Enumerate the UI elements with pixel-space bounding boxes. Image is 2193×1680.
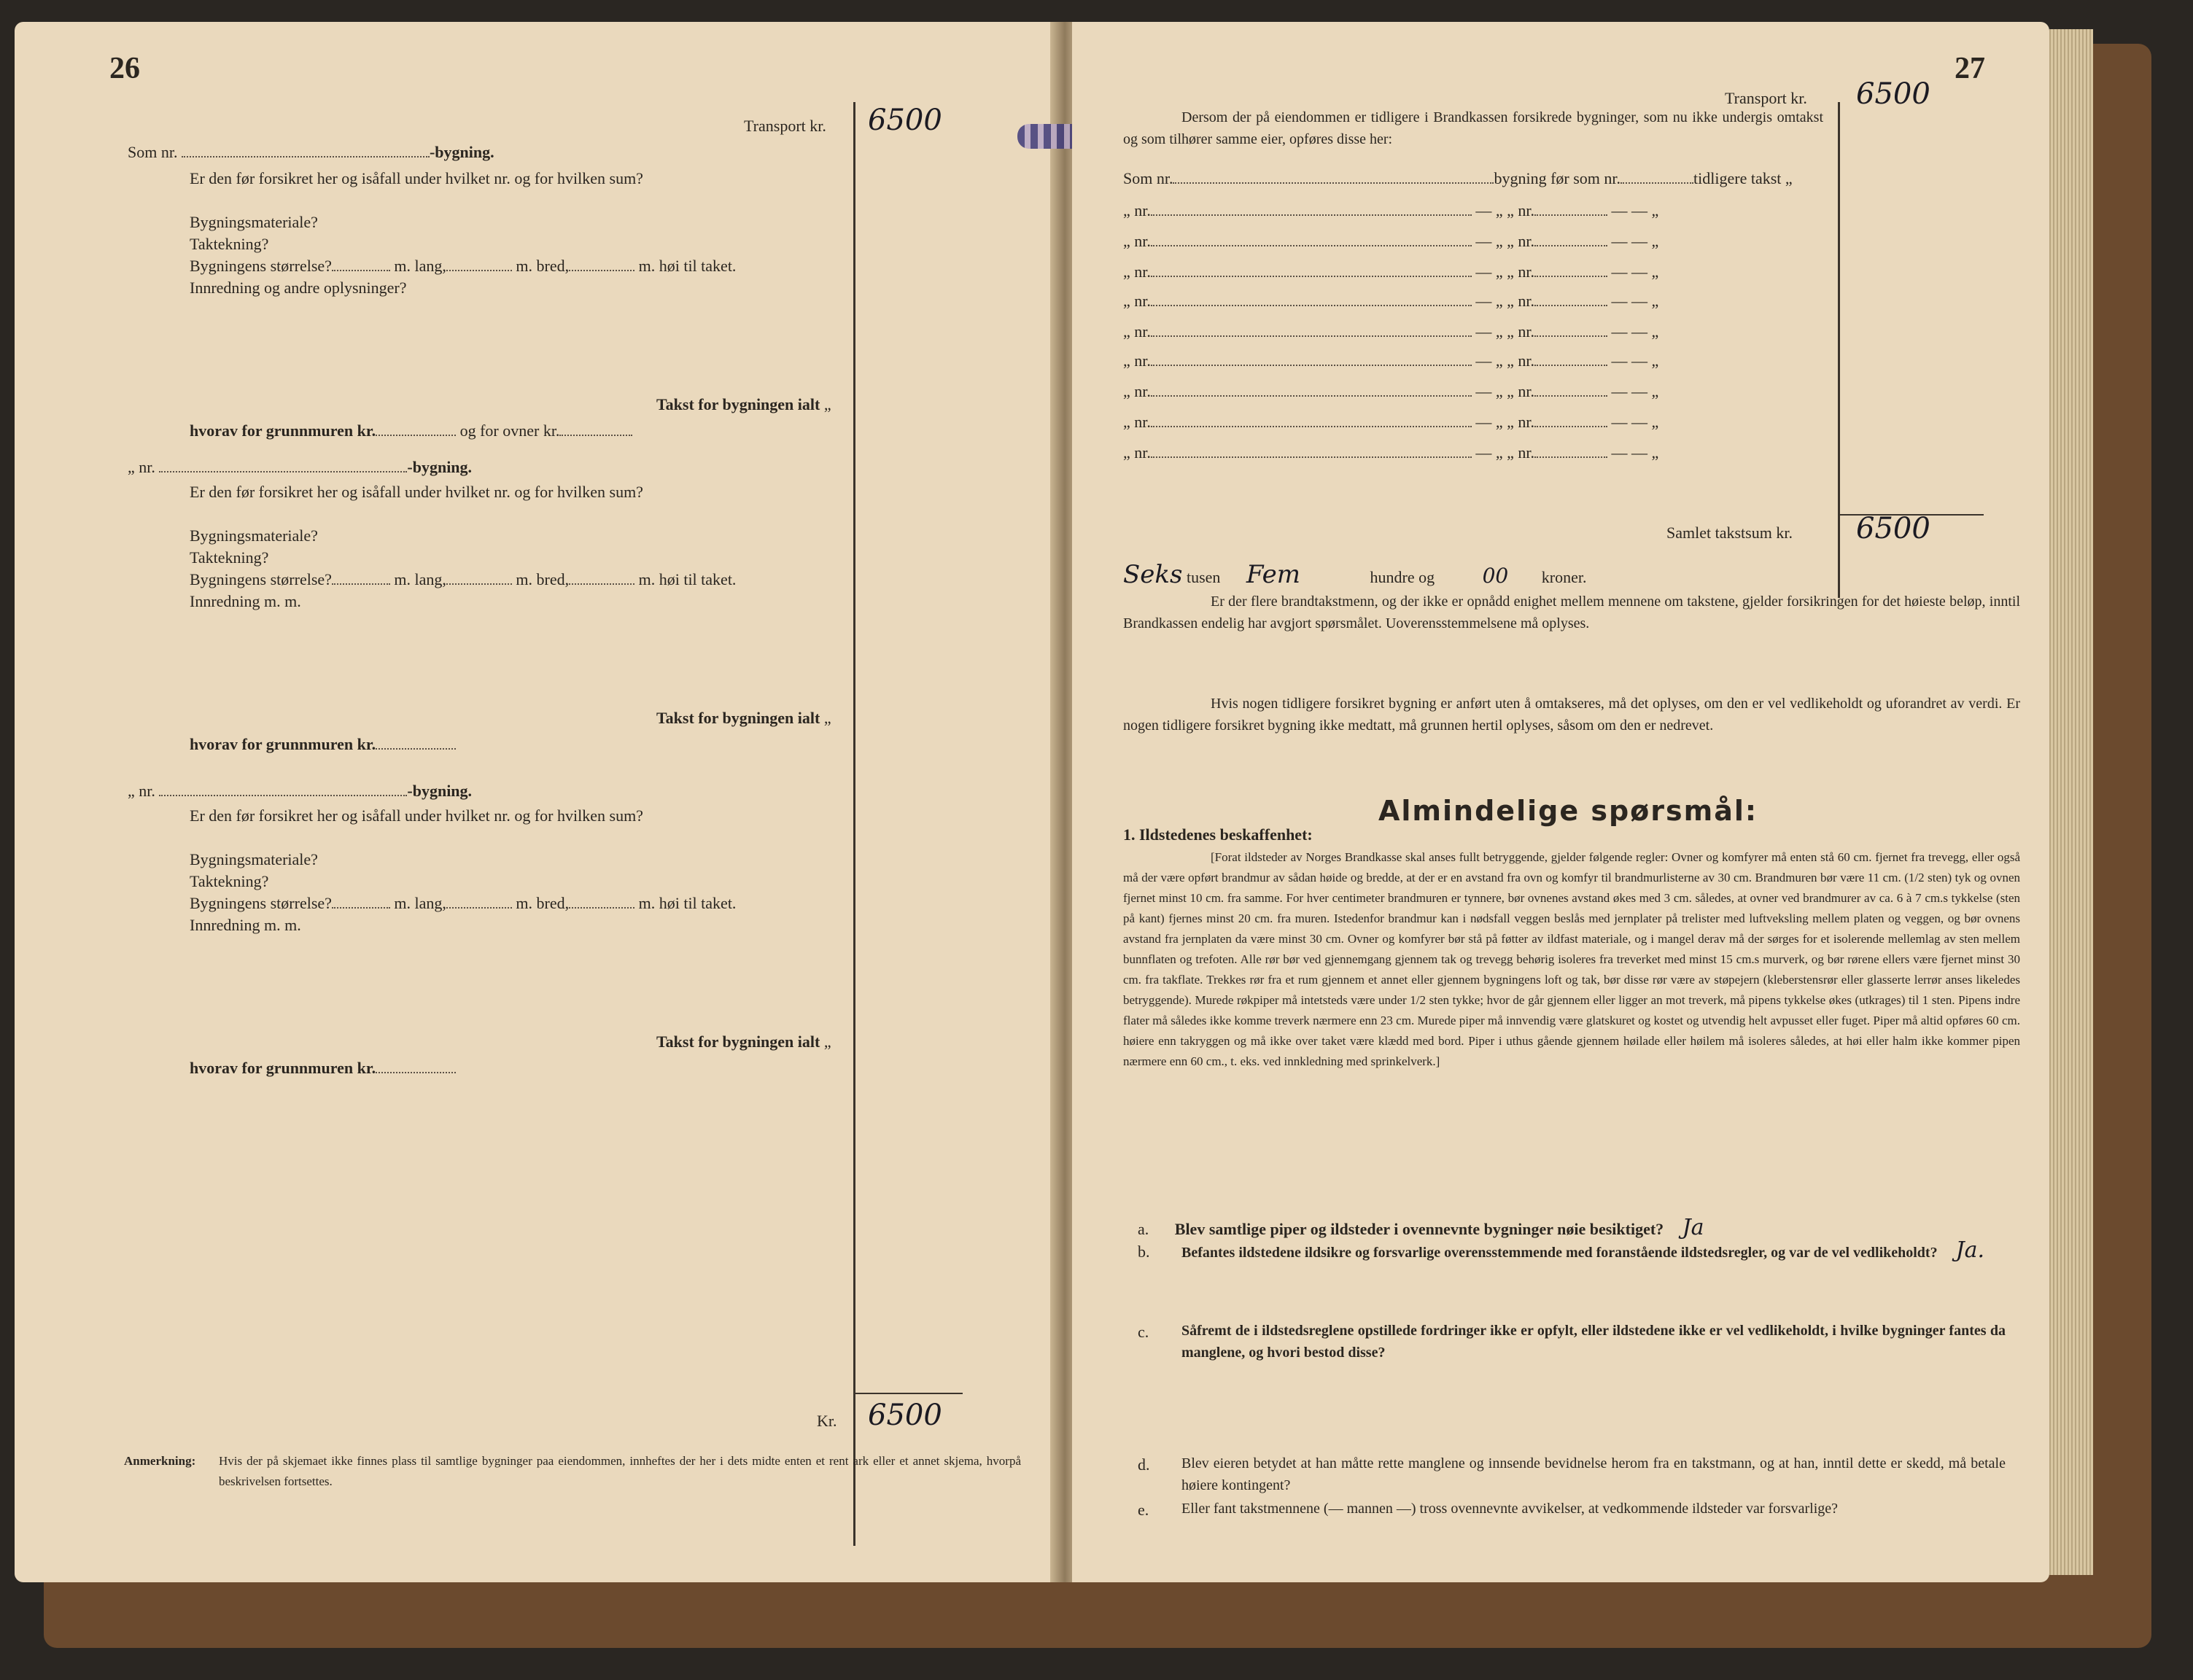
section2-hvorav: hvorav for grunnmuren kr. — [190, 735, 456, 754]
question-a: a. Blev samtlige piper og ildsteder i ovennevnte bygninger nøie besiktiget? Ja — [1138, 1215, 1704, 1240]
samlet-label: Samlet takstsum kr. — [1666, 524, 1793, 542]
intro-text: Dersom der på eiendommen er tidligere i Brandkassen forsikrede bygninger, som nu ikke undergis omtakst og som tilhører samme eier, opføres disse her: — [1123, 109, 1823, 147]
transport-value: 6500 — [868, 104, 942, 137]
prior-row: „ nr. — „ „ nr. — — „ — [1123, 201, 1659, 219]
kr-rule — [853, 1393, 963, 1394]
section3-hvorav: hvorav for grunnmuren kr. — [190, 1059, 456, 1078]
section2-roof: Taktekning? — [190, 548, 269, 567]
prior-row: „ nr. — „ „ nr. — — „ — [1123, 413, 1659, 431]
section-heading: Almindelige spørsmål: — [1378, 795, 1758, 827]
prior-row: „ nr. — „ „ nr. — — „ — [1123, 382, 1659, 400]
kr-label: Kr. — [817, 1412, 837, 1430]
section1-material: Bygningsmateriale? — [190, 213, 318, 231]
section1-interior: Innredning og andre oplysninger? — [190, 279, 407, 297]
prior-row: „ nr. — „ „ nr. — — „ — [1123, 262, 1659, 281]
prior-row: „ nr. — „ „ nr. — — „ — [1123, 292, 1659, 310]
question-e: Eller fant takstmennene (— mannen —) tross ovennevnte avvikelser, at vedkommende ildsteder var forsvarlige? — [1181, 1501, 1838, 1517]
fire-rules-text: [Forat ildsteder av Norges Brandkasse skal anses fullt betryggende, gjelder følgende regler: Ovner og komfyrer må enten stå 60 cm. fjernet fra trevegg, eller også må der være opført brandmur av sådan høide og bredde, at der er en avstand fra ovn og komfyr til brandmurlisterne av 30 cm. Brandmuren bør være 11 cm. (1/2 sten) tyk og ovnen fjernet minst 10 cm. fra samme. For hver centimeter brandmuren er tynnere, bør ovnenes avstand økes med 3 cm. således, at ovner ved brandmurer av ca. 6 à 7 cm.s tykkelse (sten på kant) fjernes minst 20 cm. fra muren. Istedenfor brandmur kan i nødsfall veggen beslås med jernplater på trelister med luftveksling mellem platen og veggen, og bør ovnens avstand fra jernplaten da være minst 30 cm. Ovner og komfyrer bør stå på føtter av ildfast materiale, og i mangel derav må der sørges for et isolerende mellemlag av sten mellem bunnflaten og trefoten. Alle rør bør ved gjennemgang gjennem tak og trevegg behørig isoleres fra treverket med minst 15 cm.s murverk, og bør rørene ellers være fjernet minst 30 cm. fra takflate. Trekkes rør fra et rum gjennem et annet eller gjennem bygningens loft og tak, bør disse rør være av støpejern (kleberstensrør eller glasserte lerrør anses likeledes betryggende). Murede røkpiper må intetsteds være under 1/2 sten tykke; hvor de går gjennem eller ligger an mot treverk, må pipens tykkelse økes (utkrages) til 1 sten. Pipens indre flater må således ikke komme treverk nærmere enn 23 cm. Murede piper må innvendig være glatskuret og kostet og utvendig helt avpusset eller fuget. Piper må altid opføres 60 cm. høiere enn takryggen og må ikke over taket være klædd med bord. Piper i uthus gående gjennem høilade eller høilem må isoleres således, at høi eller halm ikke kommer pipen nærmere enn 60 cm., t. eks. ved innkledning med sprinkelverk.] — [1123, 850, 2020, 1068]
section3-roof: Taktekning? — [190, 872, 269, 890]
section2-question: Er den før forsikret her og isåfall under hvilket nr. og for hvilken sum? — [190, 483, 643, 501]
question-1: 1. Ildstedenes beskaffenhet: — [1123, 825, 1313, 844]
section1-row: Som nr. -bygning. — [128, 143, 494, 161]
prior-row: „ nr. — „ „ nr. — — „ — [1123, 443, 1659, 462]
section2-row: „ nr. -bygning. — [128, 458, 473, 476]
samlet-value: 6500 — [1856, 512, 1930, 545]
question-d-label: d. — [1138, 1455, 1150, 1474]
section3-size: Bygningens størrelse? m. lang, m. bred, m. høi til taket. — [190, 894, 737, 912]
section1-hvorav: hvorav for grunnmuren kr. og for ovner kr. — [190, 421, 632, 440]
prior-row: „ nr. — „ „ nr. — — „ — [1123, 322, 1659, 341]
amount-column-line — [1838, 102, 1840, 598]
transport-label: Transport kr. — [1725, 89, 1807, 107]
section3-takst: Takst for bygningen ialt „ — [656, 1032, 831, 1051]
page-number: 27 — [1955, 52, 1985, 85]
section2-size: Bygningens størrelse? m. lang, m. bred, m. høi til taket. — [190, 570, 737, 588]
section3-material: Bygningsmateriale? — [190, 850, 318, 868]
section1-takst: Takst for bygningen ialt „ — [656, 395, 831, 413]
question-d: Blev eieren betydet at han måtte rette manglene og innsende bevidnelse herom fra en takstmann, og at han, inntil dette er skedd, må betale høiere kontingent? — [1181, 1455, 2006, 1493]
anmerkning: Anmerkning: — [124, 1454, 196, 1468]
question-c: Såfremt de i ildstedsreglene opstillede fordringer ikke er opfylt, eller ildstedene ikke er vel vedlikeholdt, i hvilke bygninger fantes da manglene, og hvori bestod disse? — [1181, 1323, 2006, 1361]
tidligere-forsikret-text: Hvis nogen tidligere forsikret bygning er anført uten å omtakseres, må det oplyses, om den er vel vedlikeholdt og uforandret av verdi. Er nogen tidligere forsikret bygning ikke medtatt, må grunnen hertil oplyses, såsom om den er nedrevet. — [1123, 696, 2020, 734]
question-e-label: e. — [1138, 1501, 1149, 1519]
prior-row: „ nr. — „ „ nr. — — „ — [1123, 351, 1659, 370]
prior-row: Som nr. bygning før som nr. tidligere takst „ — [1123, 169, 1793, 187]
page-number: 26 — [109, 52, 140, 85]
amount-column-line — [853, 102, 855, 1546]
right-page — [1072, 22, 2049, 1582]
flere-takstmenn-text: Er der flere brandtakstmenn, og der ikke er opnådd enighet mellem mennene om takstene, gjelder forsikringen for det høieste beløp, inntil Brandkassen endelig har avgjort spørsmålet. Uoverensstemmelsene må oplyses. — [1123, 594, 2020, 631]
anmerkning-text: Hvis der på skjemaet ikke finnes plass til samtlige bygninger paa eiendommen, innheftes der her i dets midte enten et rent ark eller et annet skjema, hvorpå beskrivelsen fortsettes. — [219, 1454, 1021, 1488]
section3-row: „ nr. -bygning. — [128, 782, 473, 800]
question-b: Befantes ildstedene ildsikre og forsvarlige overensstemmende med foranstående ildstedsregler, og var de vel vedlikeholdt? Ja. — [1181, 1237, 1985, 1263]
section1-size: Bygningens størrelse? m. lang, m. bred, m. høi til taket. — [190, 257, 737, 275]
sum-in-words: Seks tusen Fem hundre og 00 kroner. — [1123, 560, 1587, 589]
section3-interior: Innredning m. m. — [190, 916, 301, 934]
page-edges — [2049, 29, 2093, 1575]
question-c-label: c. — [1138, 1323, 1149, 1341]
section1-question: Er den før forsikret her og isåfall under hvilket nr. og for hvilken sum? — [190, 169, 643, 187]
section2-takst: Takst for bygningen ialt „ — [656, 709, 831, 727]
section2-interior: Innredning m. m. — [190, 592, 301, 610]
section3-question: Er den før forsikret her og isåfall under hvilket nr. og for hvilken sum? — [190, 806, 643, 825]
question-b-label: b. — [1138, 1242, 1150, 1261]
prior-row: „ nr. — „ „ nr. — — „ — [1123, 232, 1659, 250]
section1-roof: Taktekning? — [190, 235, 269, 253]
kr-value: 6500 — [868, 1399, 942, 1432]
transport-label: Transport kr. — [744, 117, 826, 135]
left-page — [15, 22, 1065, 1582]
section2-material: Bygningsmateriale? — [190, 526, 318, 545]
transport-value: 6500 — [1856, 77, 1930, 111]
